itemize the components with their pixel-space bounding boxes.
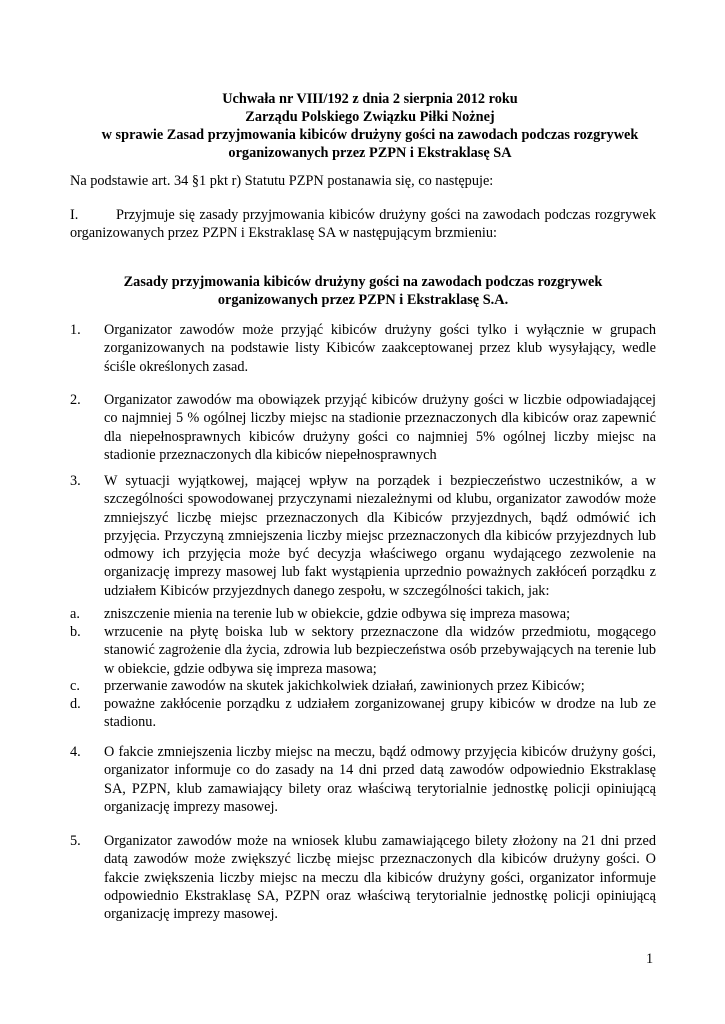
list-item [70, 743, 656, 816]
header-line-4: organizowanych przez PZPN i Ekstraklasę SA [228, 145, 512, 161]
resolution-header [70, 90, 670, 162]
rules-title-line-2: organizowanych przez PZPN i Ekstraklasę S.A. [217, 292, 509, 308]
list-item-text: Organizator zawodów ma obowiązek przyjąć kibiców drużyny gości w liczbie odpowiadającej co najmniej 5 % ogólnej liczby miejsc na stadionie przeznaczonych dla kibiców oraz zapewnić dla niepełnosprawnych kibiców drużyny gości co najmniej 5% ogólnej liczby miejsc na stadionie przeznaczonych dla kibiców niepełnosprawnych [104, 392, 656, 463]
sub-list-item-letter: c. [70, 678, 80, 694]
sub-list-item-text: zniszczenie mienia na terenie lub w obiekcie, gdzie odbywa się impreza masowa; [104, 606, 571, 622]
list-item-number: 5. [70, 833, 81, 849]
list-item [70, 391, 656, 464]
list-item [70, 832, 656, 923]
rules-title-line-1: Zasady przyjmowania kibiców drużyny gości na zawodach podczas rozgrywek [123, 274, 603, 290]
list-item-number: 1. [70, 322, 81, 338]
sub-list-item [70, 677, 656, 695]
list-item-number: 4. [70, 744, 81, 760]
sub-list-item [70, 605, 656, 623]
rules-title [70, 273, 656, 309]
sub-list-item [70, 695, 656, 732]
sub-list-item-letter: b. [70, 624, 81, 640]
sub-list-item-letter: d. [70, 696, 81, 712]
header-line-3: w sprawie Zasad przyjmowania kibiców drużyny gości na zawodach podczas rozgrywek [101, 127, 639, 143]
intro-paragraph: Na podstawie art. 34 §1 pkt r) Statutu PZPN postanawia się, co następuje: [70, 173, 494, 189]
list-item-number: 2. [70, 392, 81, 408]
sub-list-item-text: przerwanie zawodów na skutek jakichkolwiek działań, zawinionych przez Kibiców; [104, 678, 585, 694]
list-item-text: O fakcie zmniejszenia liczby miejsc na meczu, bądź odmowy przyjęcia kibiców drużyny gości, organizator informuje co do zasady na 14 dni przed datą zawodów odpowiednio Ekstraklasę SA, PZPN, klub zamawiający bilety oraz właściwą terytorialnie jednostkę policji opiniującą organizację imprezy masowej. [104, 744, 656, 815]
list-item-text: Organizator zawodów może na wniosek klubu zamawiającego bilety złożony na 21 dni przed datą zawodów może zwiększyć liczbę miejsc przeznaczonych dla kibiców drużyny gości. O fakcie zwiększenia liczby miejsc na meczu dla kibiców drużyny gości, organizator informuje odpowiednio Ekstraklasę SA, PZPN oraz właściwą terytorialnie jednostkę policji opiniującą organizację imprezy masowej. [104, 833, 656, 923]
sub-list-item-text: wrzucenie na płytę boiska lub w sektory przeznaczone dla widzów przedmiotu, mogącego stanowić zagrożenie dla życia, zdrowia lub bezpieczeństwa osób przebywających na terenie lub w obiekcie, gdzie odbywa się impreza masowa; [104, 624, 656, 677]
list-item-text: Organizator zawodów może przyjąć kibiców drużyny gości tylko i wyłącznie w grupach zorganizowanych na podstawie listy Kibiców zaakceptowanej przez klub wysyłający, wedle ściśle określonych zasad. [104, 322, 656, 375]
page-number: 1 [646, 951, 654, 967]
sub-list-item-text: poważne zakłócenie porządku z udziałem zorganizowanej grupy kibiców w drodze na lub ze stadionu. [104, 696, 656, 731]
header-line-1: Uchwała nr VIII/192 z dnia 2 sierpnia 2012 roku [222, 91, 518, 107]
header-line-2: Zarządu Polskiego Związku Piłki Nożnej [245, 109, 495, 125]
section-i-number: I. [70, 207, 79, 223]
section-i [70, 206, 656, 243]
list-item [70, 472, 656, 600]
list-item-text: W sytuacji wyjątkowej, mającej wpływ na porządek i bezpieczeństwo uczestników, a w szczególności spowodowanej przyczynami niezależnymi od klubu, organizator zawodów może zmniejszyć liczbę miejsc przeznaczonych dla Kibiców przyjezdnych, bądź odmówić ich przyjęcia. Przyczyną zmniejszenia liczby miejsc przeznaczonych dla kibiców przyjezdnych lub odmowy ich przyjęcia może być decyzja właściwego organu wydającego zezwolenie na organizację imprezy masowej lub fakt wystąpienia uprzednio poważnych zakłóceń porządku z udziałem Kibiców przyjezdnych danego zespołu, w szczególności takich, jak: [104, 473, 656, 599]
section-i-text: Przyjmuje się zasady przyjmowania kibiców drużyny gości na zawodach podczas rozgrywek organizowanych przez PZPN i Ekstraklasę SA w następującym brzmieniu: [70, 207, 656, 242]
list-item [70, 321, 656, 376]
sub-list-item-letter: a. [70, 606, 80, 622]
list-item-number: 3. [70, 473, 81, 489]
sub-list-item [70, 623, 656, 678]
